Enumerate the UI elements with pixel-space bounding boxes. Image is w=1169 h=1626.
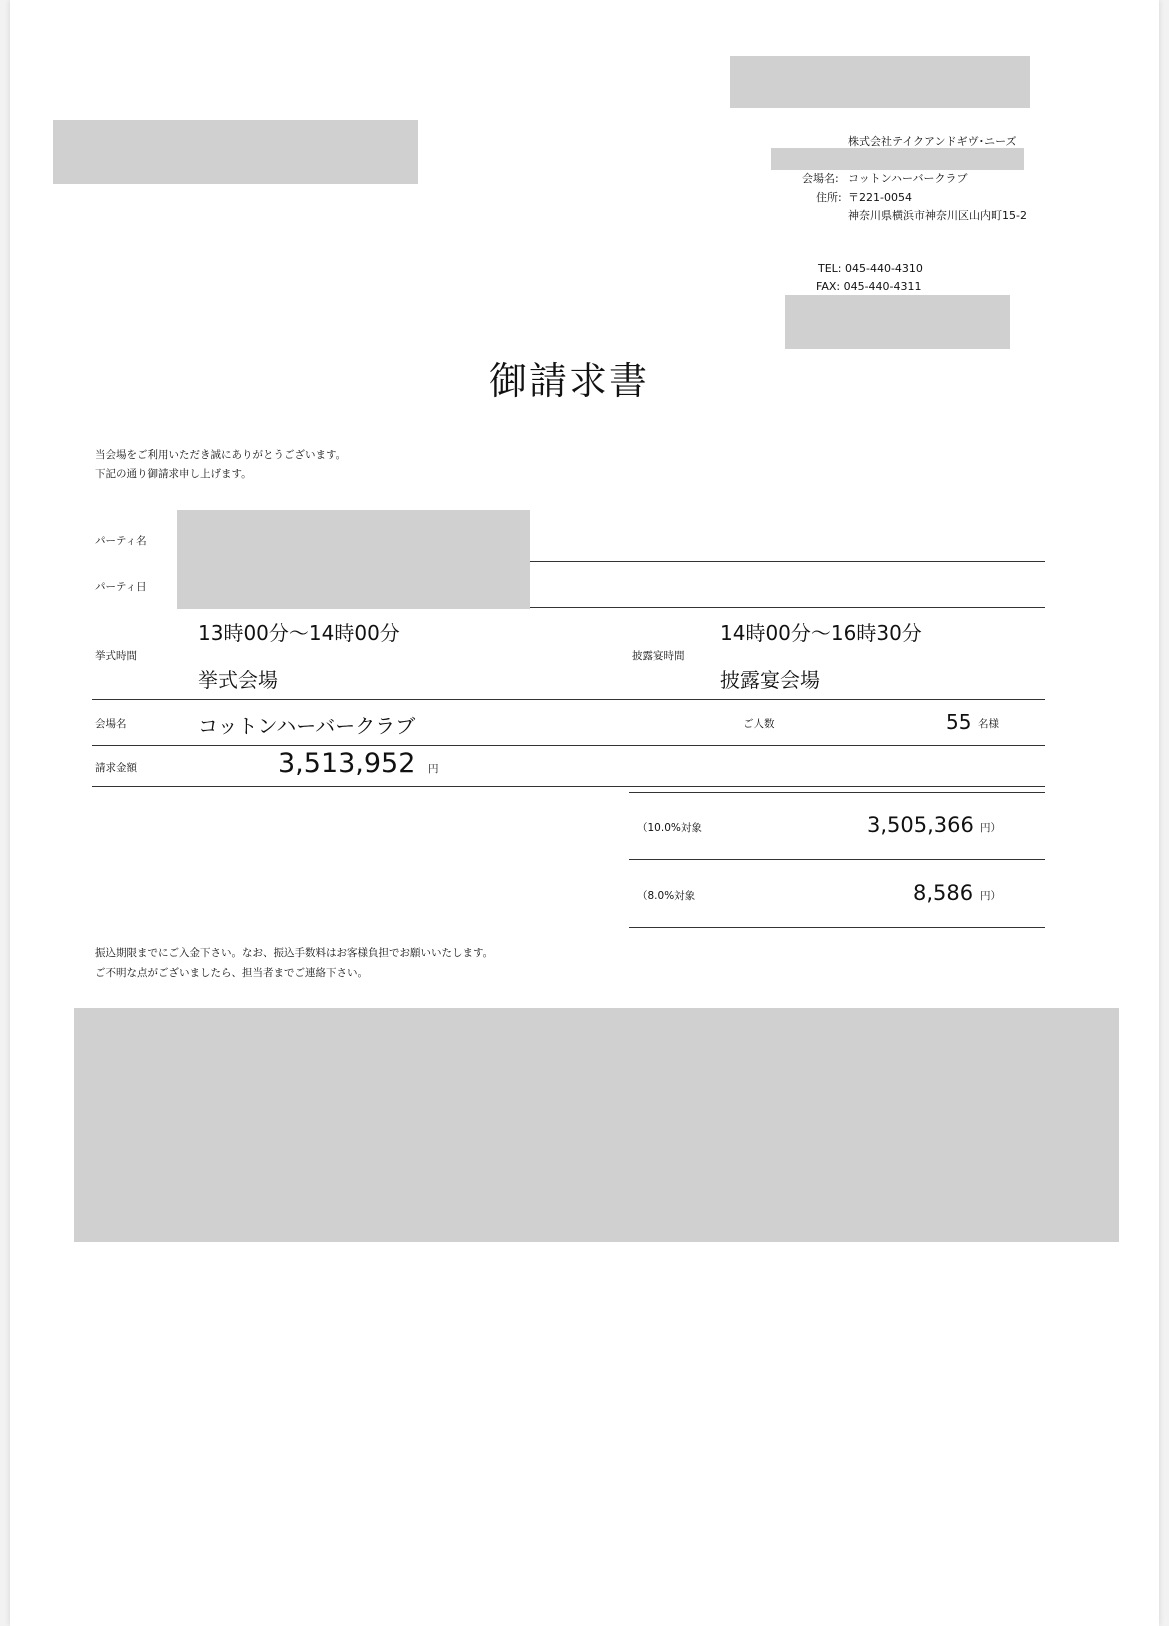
row-divider [92, 786, 1045, 787]
redacted-block-party-info [177, 510, 530, 609]
row-divider [92, 699, 1045, 700]
issuer-postal: 〒221-0054 [848, 191, 912, 204]
invoice-amount-unit: 円 [428, 763, 439, 775]
tax-row-divider [629, 927, 1045, 928]
tax-row-label: （10.0%対象 [637, 822, 702, 834]
reception-time-value: 14時00分～16時30分 [720, 621, 922, 645]
redacted-block-issuer-line [771, 148, 1024, 170]
footer-note-line-1: 振込期限までにご入金下さい。なお、振込手数料はお客様負担でお願いいたします。 [95, 947, 494, 959]
tax-row-divider [629, 859, 1045, 860]
issuer-venue-value: コットンハーバークラブ [848, 172, 968, 185]
issuer-address-label: 住所: [816, 191, 842, 204]
tax-row-unit: 円） [980, 822, 1001, 834]
ceremony-venue-value: 挙式会場 [198, 668, 278, 692]
issuer-tel: TEL: 045-440-4310 [818, 262, 923, 275]
guests-unit: 名様 [978, 718, 999, 730]
venue-name-value: コットンハーバークラブ [198, 714, 416, 738]
issuer-address-line: 神奈川県横浜市神奈川区山内町15-2 [848, 209, 1027, 222]
redacted-block-bank-info [74, 1008, 1119, 1242]
invoice-amount-value: 3,513,952 [278, 748, 416, 779]
guests-label: ご人数 [743, 718, 775, 730]
guests-value: 55 [946, 710, 972, 734]
ceremony-time-value: 13時00分～14時00分 [198, 621, 400, 645]
reception-time-label: 披露宴時間 [632, 650, 685, 662]
party-name-label: パーティ名 [95, 535, 147, 547]
row-divider [530, 607, 1045, 608]
issuer-company: 株式会社テイクアンドギヴ･ニーズ [848, 135, 1017, 148]
reception-venue-value: 披露宴会場 [720, 668, 820, 692]
tax-table-top-line [629, 792, 1045, 793]
tax-row-label: （8.0%対象 [637, 890, 696, 902]
invoice-page [10, 0, 1159, 1626]
greeting-line-2: 下記の通り御請求申し上げます。 [95, 468, 252, 480]
redacted-block-top-right [730, 56, 1030, 108]
issuer-fax: FAX: 045-440-4311 [816, 280, 922, 293]
greeting-line-1: 当会場をご利用いただき誠にありがとうございます。 [95, 449, 347, 461]
tax-row-value: 8,586 [913, 881, 974, 905]
row-divider [530, 561, 1045, 562]
row-divider [92, 745, 1045, 746]
footer-note-line-2: ご不明な点がございましたら、担当者までご連絡下さい。 [95, 967, 368, 979]
invoice-amount-label: 請求金額 [95, 762, 137, 774]
issuer-venue-label: 会場名: [802, 172, 839, 185]
tax-row-unit: 円） [980, 890, 1001, 902]
ceremony-time-label: 挙式時間 [95, 650, 137, 662]
redacted-block-recipient [53, 120, 418, 184]
redacted-block-stamp [785, 295, 1010, 349]
venue-name-label: 会場名 [95, 718, 127, 730]
tax-row-value: 3,505,366 [867, 813, 974, 837]
document-title: 御請求書 [489, 359, 650, 403]
party-date-label: パーティ日 [95, 581, 147, 593]
